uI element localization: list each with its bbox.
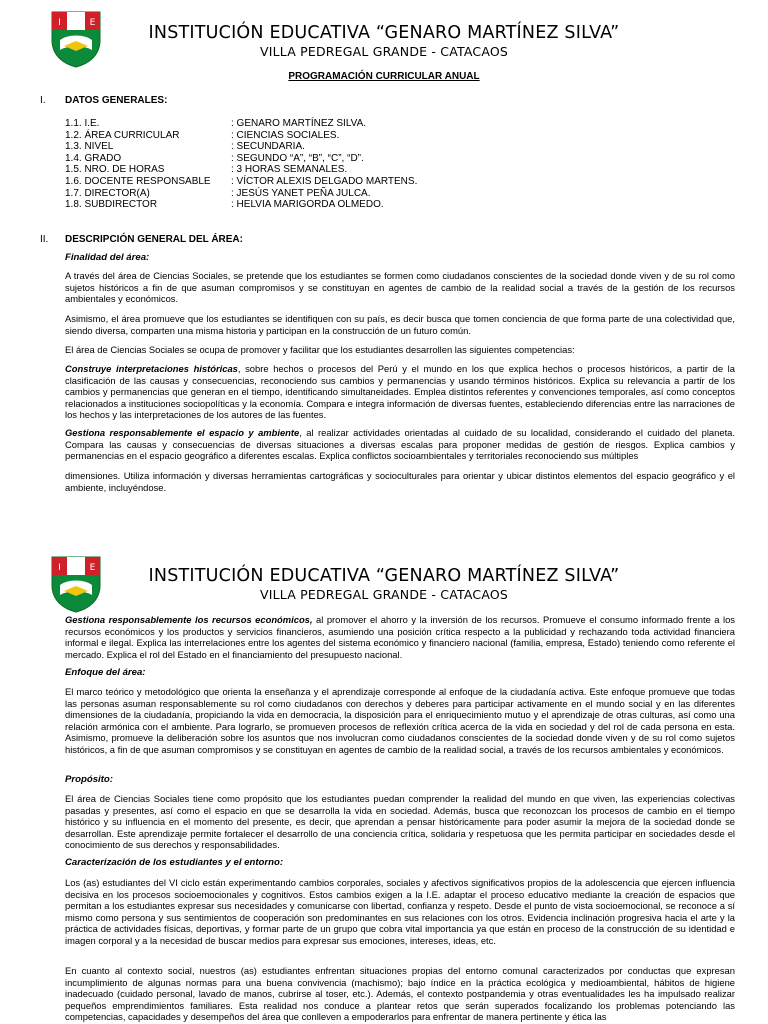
enfoque-subheading: Enfoque del área: [65,667,146,678]
section-2-number: II. [40,234,49,245]
row-value: : VÍCTOR ALEXIS DELGADO MARTENS. [231,175,418,187]
section-1-title: DATOS GENERALES: [65,95,168,106]
general-data-row [65,118,417,130]
school-name-heading: INSTITUCIÓN EDUCATIVA “GENARO MARTÍNEZ SILVA” [148,23,620,43]
crest-letter-e: E [89,18,96,28]
general-data-row [65,176,417,188]
school-location-subheading: VILLA PEDREGAL GRANDE - CATACAOS [259,587,509,602]
school-location-subheading: VILLA PEDREGAL GRANDE - CATACAOS [259,44,509,59]
row-label: 1.8. SUBDIRECTOR [65,199,158,211]
general-data-list [65,118,417,211]
paragraph: El área de Ciencias Sociales tiene como propósito que los estudiantes puedan comprender la realidad del mundo en que viven, las experiencias colectivas pasadas y presentes, así como el espacio en que se desarrolla la vida en sociedad. Además, busca que reconozcan los procesos de cambio en el tiempo histórico y su influencia en el momento del presente, es decir, que aprendan a pensar históricamente para poder asumir la mejora de la sociedad donde se desarrollan. Este aprendizaje permite fortalecer el desarrollo de una conciencia crítica, solidaria y respetuosa que les permita participar en sociedades desde el conocimiento de sus derechos y responsabilidades. [65,793,735,851]
finalidad-subheading: Finalidad del área: [65,252,150,263]
crest-letter-i: I [58,563,61,573]
competency-paragraph [65,427,735,462]
proposito-subheading: Propósito: [65,774,113,785]
row-value: : SECUNDARIA. [231,141,305,153]
row-label: 1.6. DOCENTE RESPONSABLE [65,175,211,187]
row-label: 1.4. GRADO [65,152,122,164]
crest-letter-e: E [89,563,96,573]
competency-lead: Gestiona responsablemente el espacio y ambiente [65,427,300,438]
competency-text: , al realizar actividades orientadas al cuidado de su localidad, considerando el cuidado del planeta. Compara las causas y consecuencias de diversas situaciones a diversas escalas para proponer medidas de gestión de riesgos. Explica cambios y permanencias en el espacio geográfico a diferentes escalas. Explica conflictos socioambientales y territoriales reconociendo sus múltiples [65,427,735,462]
paragraph: En cuanto al contexto social, nuestros (as) estudiantes enfrentan situaciones propias del entorno comunal caracterizados por conductas que expresan incumplimiento de algunas normas para una buena convivencia (machismo); bajo índice en la práctica ecológica y medioambiental, hábitos de higiene inadecuado (cuidado personal, lavado de manos, cubrirse al toser, etc.). Además, el contexto postpandemia y otras eventualidades les ha impulsado realizar pequeños emprendimientos familiares. Esta realidad nos conduce a plantear retos que serán superados focalizando los problemas potenciando las competencias, capacidades y desempeños del área que conlleven a empoderarlos para enfrentar de manera pertinente y ética las [65,965,735,1023]
general-data-row [65,130,417,142]
paragraph: El área de Ciencias Sociales se ocupa de promover y facilitar que los estudiantes desarrollen las siguientes competencias: [65,344,575,355]
row-label: 1.2. ÁREA CURRICULAR [65,129,180,141]
row-value: : GENARO MARTÍNEZ SILVA. [231,118,367,129]
paragraph: dimensiones. Utiliza información y diversas herramientas cartográficas y socioculturales para orientar y ubicar distintos elementos del espacio geográfico y el ambiente, incluyéndose. [65,470,735,493]
row-label: 1.5. NRO. DE HORAS [65,164,165,176]
general-data-row [65,164,417,176]
crest-letter-i: I [58,18,61,28]
row-value: : JESÚS YANET PEÑA JULCA. [231,187,371,199]
competency-text: al promover el ahorro y la inversión de los recursos. Promueve el consumo informado frente a los recursos económicos y los productos y servicios financieros, asumiendo una posición crítica respecto a la publicidad y rechazando toda actividad financiera informal e ilegal. Explica las interrelaciones entre los agentes del sistema económico y financiero nacional (familia, empresa, Estado) teniendo como referente el mercado. Explica el rol del Estado en el financiamiento del presupuesto nacional. [65,614,735,660]
paragraph: Los (as) estudiantes del VI ciclo están experimentando cambios corporales, sociales y afectivos significativos propios de la adolescencia que ejercen influencia decisiva en los procesos socioemocionales y cognitivos. Estos cambios exigen a la I.E. adaptar el proceso educativo mediante la creación de espacios que permitan a los estudiantes expresar sus necesidades y comunicarse con libertad, confianza y respeto. Desde el punto de vista socioemocional, se reconoce a sí mismo como persona y sus sentimientos de cooperación son predominantes en sus relaciones con los otros. Evidencia inclinación progresiva hacia el arte y la práctica de actividades físicas, deportivas, y formar parte de un grupo que cobra vital importancia ya que están en proceso de la construcción de su identidad e imagen corporal y a la necesidad de buscar medios para expresar sus emociones, intereses, ideas, etc. [65,877,735,946]
document-title: PROGRAMACIÓN CURRICULAR ANUAL [288,71,480,82]
competency-lead: Gestiona responsablemente los recursos económicos, [65,614,313,625]
general-data-row [65,188,417,200]
row-value: : CIENCIAS SOCIALES. [231,129,340,141]
paragraph: A través del área de Ciencias Sociales, se pretende que los estudiantes se formen como ciudadanos conscientes de la sociedad donde viven y de su rol como sujetos históricos a fin de que asuman compromisos y se constituyan en agentes de cambio de la realidad social a través de la gestión de los recursos ambientales y económicos. [65,270,735,305]
competency-lead: Construye interpretaciones históricas [65,363,238,374]
section-1-number: I. [40,95,46,106]
row-value: : SEGUNDO “A”, “B”, “C”, “D”. [231,152,364,164]
row-label: 1.3. NIVEL [65,141,114,153]
competency-text: , sobre hechos o procesos del Perú y el mundo en los que explica hechos o procesos históricos, a partir de la clasificación de las causas y consecuencias, reconociendo sus cambios y permanencias y usando términos históricos. Explica su relevancia a partir de los cambios y permanencias que generan en el tiempo, identificando simultaneidades. Emplea distintos referentes y convenciones temporales, así como conceptos relacionados a instituciones sociopolíticas y la economía. Compara e integra información de diversas fuentes, estableciendo diferencias entre las narraciones de los hechos y las interpretaciones de los autores de las fuentes. [65,363,735,421]
row-value: : 3 HORAS SEMANALES. [231,164,348,176]
general-data-row [65,141,417,153]
caracterizacion-subheading: Caracterización de los estudiantes y el entorno: [65,857,284,868]
general-data-row [65,199,417,211]
school-name-heading: INSTITUCIÓN EDUCATIVA “GENARO MARTÍNEZ SILVA” [148,566,620,586]
paragraph: El marco teórico y metodológico que orienta la enseñanza y el aprendizaje corresponde al enfoque de la ciudadanía activa. Este enfoque promueve que todas las personas asuman responsablemente su rol como ciudadanos con derechos y deberes para participar activamente en el mundo social y en las diferentes dimensiones de la ciudadanía, propiciando la vida en democracia, la disposición para el enriquecimiento mutuo y el aprendizaje de otras culturas, así como una relación armónica con el ambiente. Para lograrlo, se promueven procesos de reflexión crítica acerca de la vida en sociedad y del rol de cada persona en esta. Asimismo, promueve la deliberación sobre los asuntos que nos involucran como ciudadanos conscientes de la sociedad donde viven y de su rol como sujetos históricos, a fin de que asuman compromisos y se constituyan en agentes de cambio de la realidad social, a través de los recursos ambientales y económicos. [65,686,735,755]
row-value: : HELVIA MARIGORDA OLMEDO. [231,199,384,211]
section-2-title: DESCRIPCIÓN GENERAL DEL ÁREA: [65,234,243,245]
competency-paragraph [65,363,735,421]
competency-paragraph [65,614,735,660]
general-data-row [65,153,417,165]
paragraph: Asimismo, el área promueve que los estudiantes se identifiquen con su país, es decir busca que tomen conciencia de que forma parte de una colectividad que, siendo diversa, comparten una misma historia y participan en la construcción de un futuro común. [65,313,735,336]
row-label: 1.1. I.E. [65,118,100,129]
row-label: 1.7. DIRECTOR(A) [65,187,150,199]
